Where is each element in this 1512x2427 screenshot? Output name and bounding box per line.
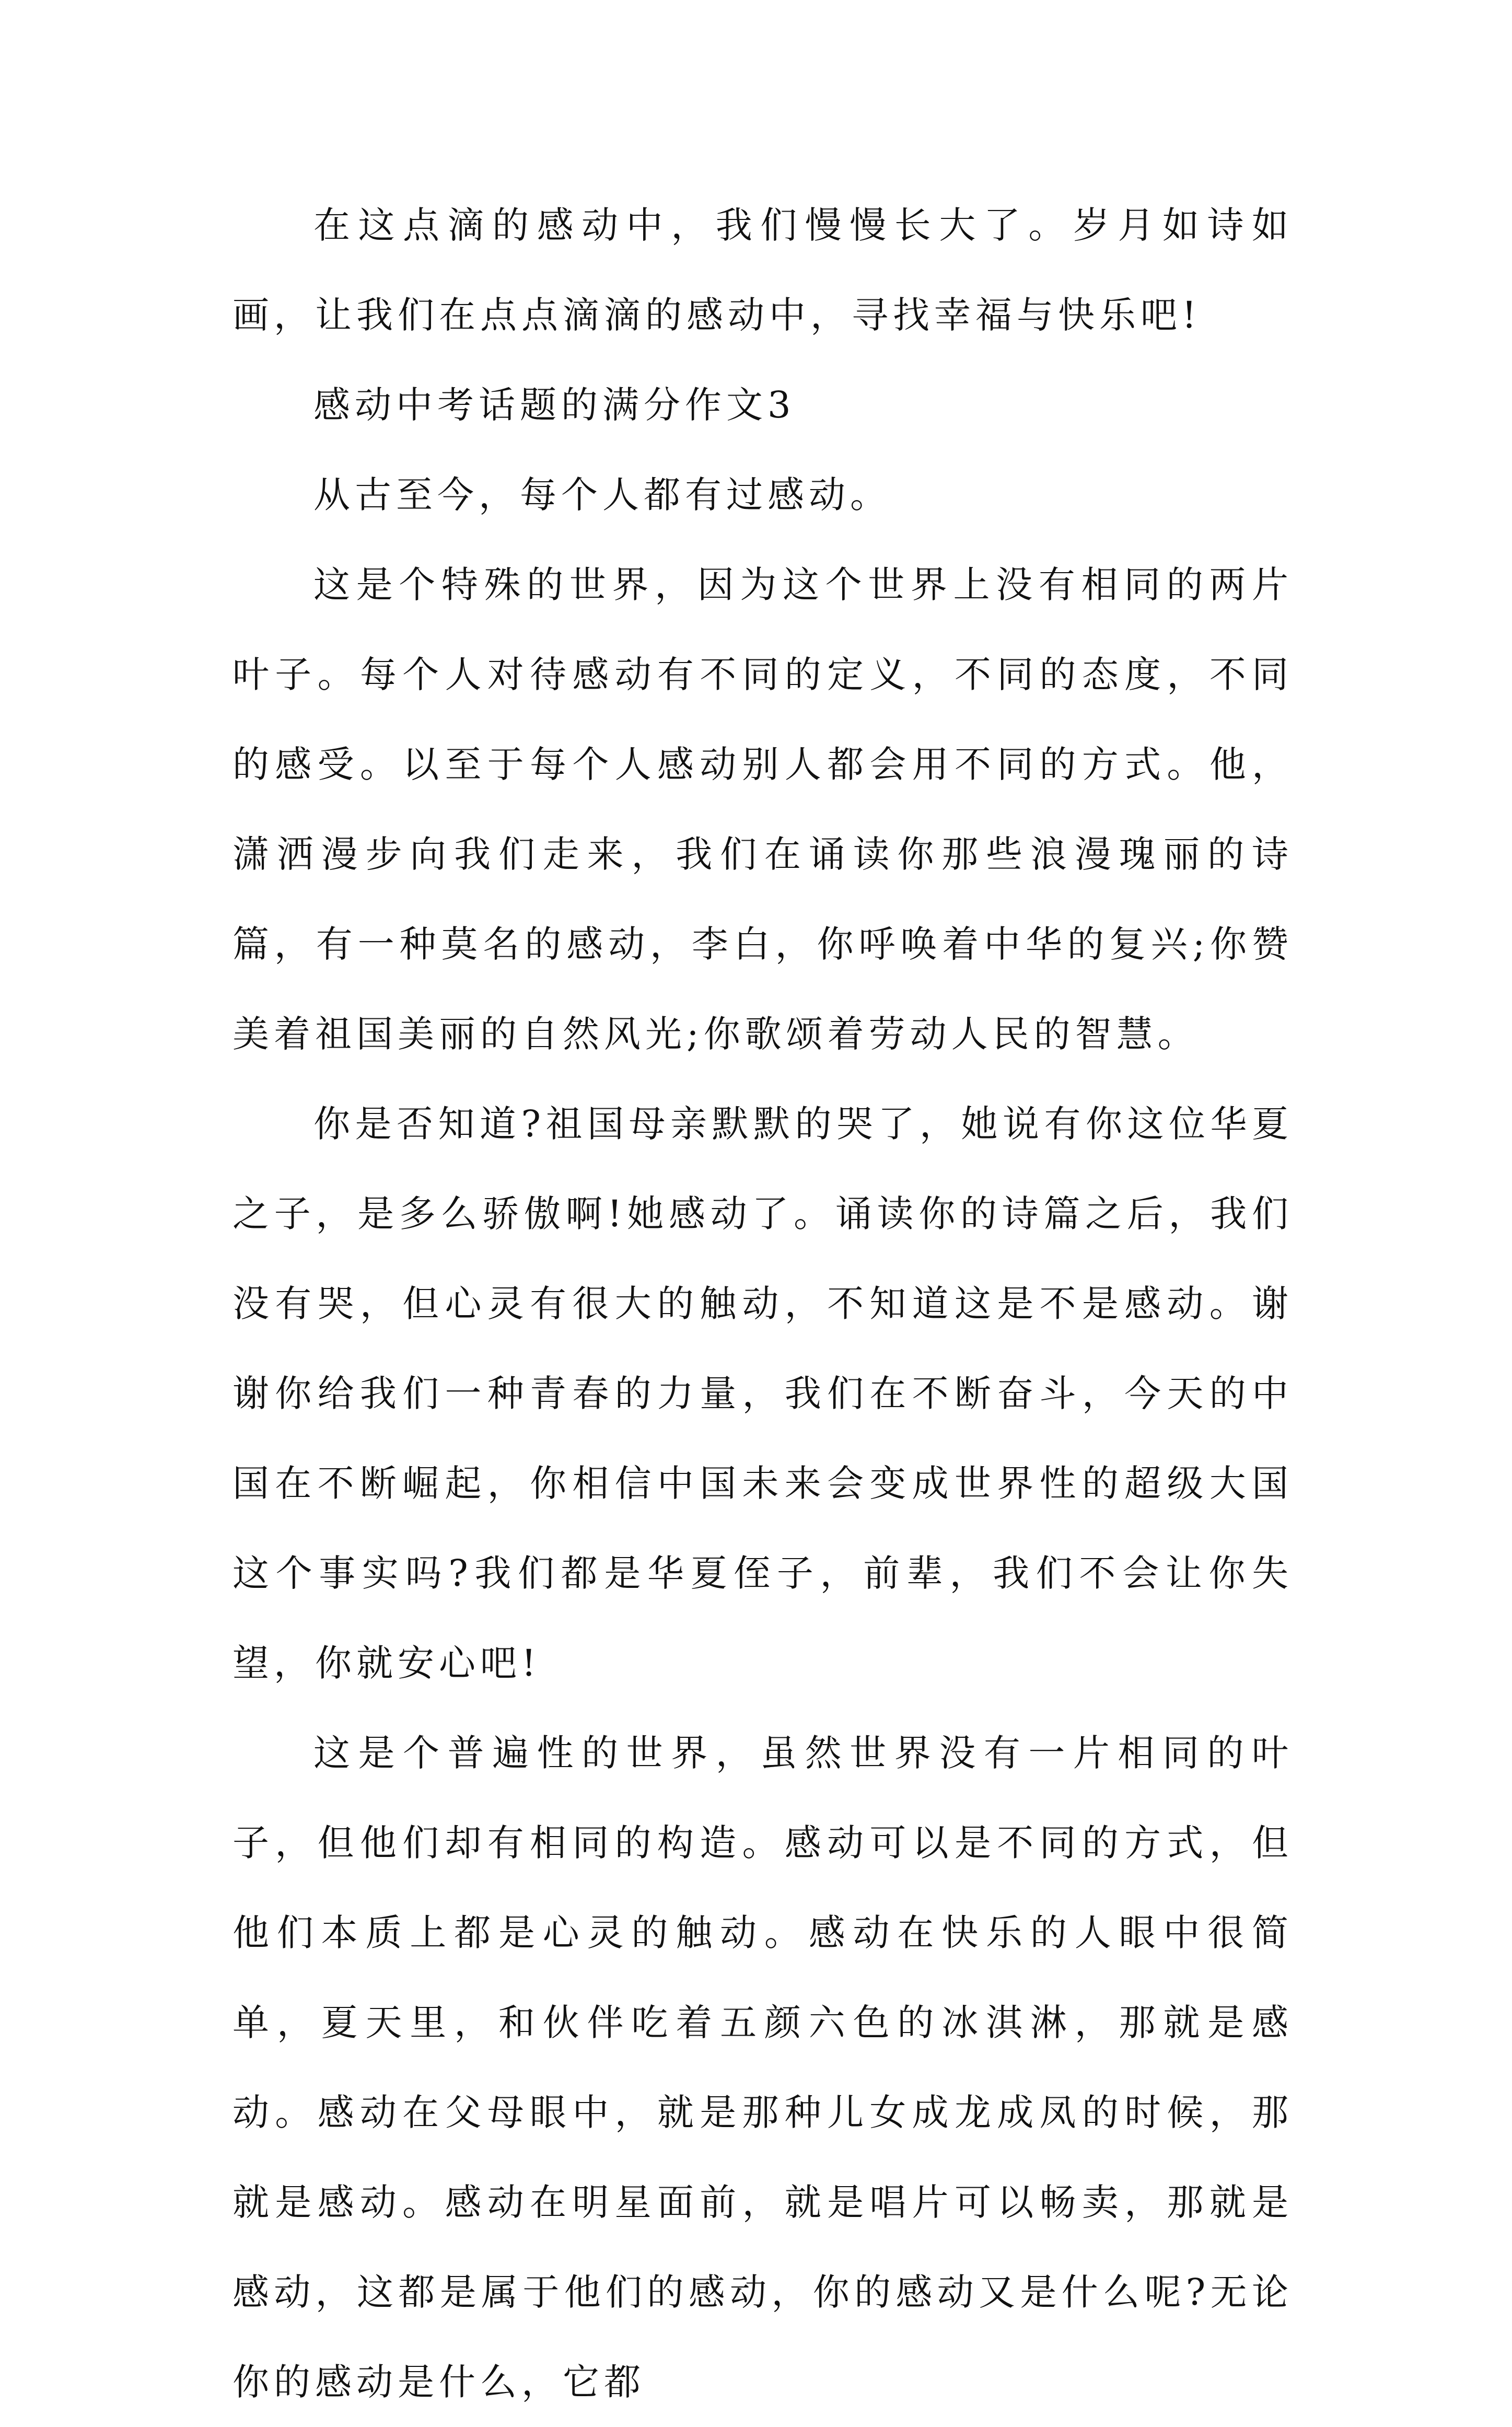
paragraph-5: 这是个普遍性的世界，虽然世界没有一片相同的叶子，但他们却有相同的构造。感动可以是不同的方式，但他们本质上都是心灵的触动。感动在快乐的人眼中很简单，夏天里，和伙伴吃着五颜六色的冰淇淋，那就是感动。感动在父母眼中，就是那种儿女成龙成凤的时候，那就是感动。感动在明星面前，就是唱片可以畅卖，那就是感动，这都是属于他们的感动，你的感动又是什么呢?无论你的感动是什么，它都 (232, 1732, 1293, 2403)
paragraph-1: 在这点滴的感动中，我们慢慢长大了。岁月如诗如画，让我们在点点滴滴的感动中，寻找幸福与快乐吧! (232, 204, 1293, 336)
paragraph-4: 你是否知道?祖国母亲默默的哭了，她说有你这位华夏之子，是多么骄傲啊!她感动了。诵读你的诗篇之后，我们没有哭，但心灵有很大的触动，不知道这是不是感动。谢谢你给我们一种青春的力量，我们在不断奋斗，今天的中国在不断崛起，你相信中国未来会变成世界性的超级大国这个事实吗?我们都是华夏侄子，前辈，我们不会让你失望，你就安心吧! (232, 1102, 1293, 1685)
section-heading: 感动中考话题的满分作文3 (313, 384, 796, 426)
document-body (232, 180, 1293, 2427)
paragraph-3: 这是个特殊的世界，因为这个世界上没有相同的两片叶子。每个人对待感动有不同的定义，不同的态度，不同的感受。以至于每个人感动别人都会用不同的方式。他，潇洒漫步向我们走来，我们在诵读你那些浪漫瑰丽的诗篇，有一种莫名的感动，李白，你呼唤着中华的复兴;你赞美着祖国美丽的自然风光;你歌颂着劳动人民的智慧。 (232, 563, 1293, 1055)
paragraph-2: 从古至今，每个人都有过感动。 (313, 473, 891, 516)
